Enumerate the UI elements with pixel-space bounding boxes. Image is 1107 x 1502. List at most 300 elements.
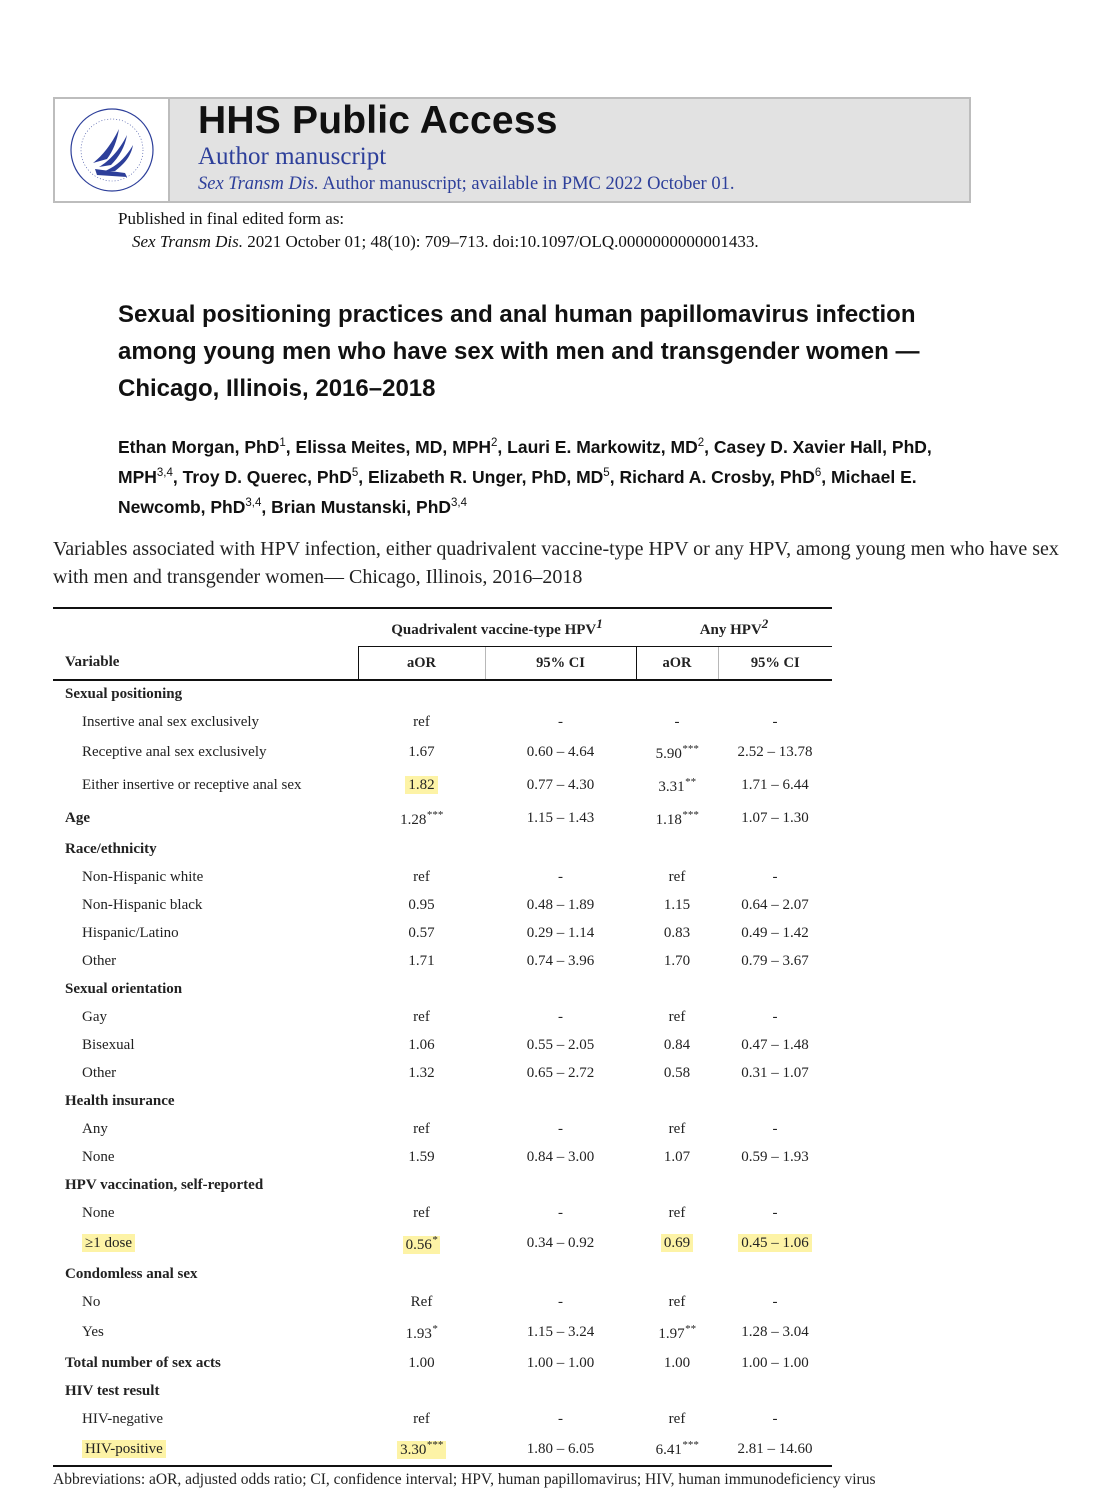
banner-journal: Sex Transm Dis. [198, 174, 319, 194]
cell-ci2 [718, 1171, 832, 1199]
table-row [53, 919, 832, 947]
author-affiliation: 5 [603, 466, 610, 479]
cell-aor1 [358, 708, 485, 736]
row-label [53, 769, 358, 802]
cell-aor1 [358, 891, 485, 919]
cell-value: - [558, 868, 563, 885]
cell-value-wrap [403, 1233, 441, 1254]
cell-value-wrap [408, 1355, 434, 1371]
cell-aor1 [358, 947, 485, 975]
header-any-hpv-footnote: 2 [761, 616, 769, 631]
table-row [53, 891, 832, 919]
cell-value-wrap [669, 1294, 686, 1310]
cell-value-wrap [669, 1411, 686, 1427]
significance-marker: *** [681, 808, 699, 821]
cell-value: - [674, 713, 680, 730]
column-header-aor-any: aOR [636, 647, 718, 681]
cell-ci1 [485, 708, 636, 736]
author-separator: , [609, 466, 620, 487]
column-header-ci-quadrivalent: 95% CI [485, 647, 636, 681]
cell-aor2 [636, 947, 718, 975]
cell-aor1 [358, 1171, 485, 1199]
row-label [53, 919, 358, 947]
cell-value: 0.60 – 4.64 [526, 744, 595, 760]
cell-value-wrap [773, 1205, 778, 1221]
row-label [53, 1349, 358, 1377]
cell-value-wrap [408, 1065, 434, 1081]
author-name: Elizabeth R. Unger, PhD, MD [367, 466, 604, 487]
cell-aor1 [358, 1227, 485, 1260]
cell-aor2 [636, 680, 718, 708]
author-affiliation: 3,4 [156, 466, 173, 479]
row-label [53, 1405, 358, 1433]
row-label [53, 1171, 358, 1199]
row-label-text: ≥1 dose [82, 1234, 135, 1252]
cell-value: - [558, 1204, 563, 1221]
cell-ci1 [485, 680, 636, 708]
cell-aor2 [636, 1171, 718, 1199]
row-label-text: Non-Hispanic black [82, 896, 203, 913]
cell-ci1 [485, 1115, 636, 1143]
cell-ci1 [485, 1227, 636, 1260]
cell-value: 1.97 [658, 1325, 685, 1342]
row-label [53, 1227, 358, 1260]
cell-ci2 [718, 919, 832, 947]
row-label-text: None [82, 1204, 115, 1221]
cell-value: 1.67 [408, 744, 435, 760]
hhs-eagle-seal-icon [67, 105, 157, 195]
cell-value: 3.31 [658, 778, 685, 795]
cell-aor2 [636, 769, 718, 802]
cell-ci1 [485, 1031, 636, 1059]
cell-value: ref [413, 868, 430, 885]
citation-journal: Sex Transm Dis. [132, 232, 243, 251]
cell-value-wrap [413, 1009, 430, 1025]
row-label-text: Any [82, 1120, 108, 1137]
table-row [53, 1288, 832, 1316]
abbreviations-footnote: Abbreviations: aOR, adjusted odds ratio; CI, confidence interval; HPV, human papillomavirus; HIV, human immunodeficiency virus [53, 1471, 876, 1488]
cell-value-wrap [738, 744, 813, 760]
table-row [53, 863, 832, 891]
cell-value: 0.59 – 1.93 [741, 1148, 809, 1165]
cell-value-wrap [527, 1037, 595, 1053]
cell-value-wrap [655, 1439, 699, 1458]
cell-value: 1.00 – 1.00 [526, 1354, 595, 1371]
cell-aor2 [636, 863, 718, 891]
cell-value-wrap [527, 777, 595, 793]
cell-aor1 [358, 919, 485, 947]
cell-value: 0.57 [408, 924, 435, 941]
cell-ci2 [718, 835, 832, 863]
cell-ci1 [485, 1171, 636, 1199]
row-label-text: Hispanic/Latino [82, 924, 179, 941]
cell-value: 1.15 – 3.24 [526, 1324, 595, 1340]
row-label [53, 708, 358, 736]
cell-value: 1.80 – 6.05 [526, 1440, 595, 1457]
cell-value-wrap [527, 744, 595, 760]
cell-value-wrap [527, 1324, 595, 1340]
header-blank [53, 608, 358, 647]
cell-ci2 [718, 1143, 832, 1171]
cell-value: 1.82 [408, 777, 435, 793]
row-label [53, 1260, 358, 1288]
cell-ci1 [485, 1349, 636, 1377]
row-label [53, 1031, 358, 1059]
cell-value-wrap [558, 1411, 563, 1427]
cell-ci1 [485, 1405, 636, 1433]
significance-marker: *** [426, 808, 443, 821]
banner-title: HHS Public Access [198, 99, 558, 142]
cell-ci2 [718, 1115, 832, 1143]
cell-ci2 [718, 1405, 832, 1433]
cell-value-wrap [411, 1294, 433, 1310]
table-row [53, 1143, 832, 1171]
citation [132, 230, 759, 253]
cell-value-wrap [527, 925, 595, 941]
header-quadrivalent-footnote: 1 [596, 616, 603, 631]
cell-aor2 [636, 1260, 718, 1288]
cell-value-wrap [664, 1037, 690, 1053]
cell-value-wrap [664, 925, 690, 941]
cell-aor2 [636, 1003, 718, 1031]
column-header-ci-any: 95% CI [718, 647, 832, 681]
cell-value-wrap [413, 1121, 430, 1137]
cell-ci1 [485, 802, 636, 835]
cell-value: 1.32 [408, 1064, 435, 1081]
author-name: Troy D. Querec, PhD [182, 466, 352, 487]
cell-value-wrap [655, 808, 699, 828]
cell-value-wrap [558, 1121, 563, 1137]
significance-marker: * [431, 1322, 438, 1335]
cell-value: - [772, 1204, 778, 1221]
cell-value-wrap [413, 714, 430, 730]
cell-value: 0.95 [408, 896, 435, 913]
cell-ci1 [485, 975, 636, 1003]
cell-value-wrap [405, 1322, 438, 1342]
cell-aor2 [636, 1433, 718, 1466]
table-category-row [53, 975, 832, 1003]
cell-aor2 [636, 1087, 718, 1115]
row-label-text: HIV test result [65, 1382, 160, 1399]
cell-value-wrap [741, 1355, 809, 1371]
cell-ci1 [485, 769, 636, 802]
cell-value-wrap [413, 869, 430, 885]
cell-value: 0.58 [663, 1064, 691, 1081]
significance-marker: *** [426, 1439, 443, 1451]
row-label-text: Age [65, 810, 90, 826]
table-caption: Variables associated with HPV infection, either quadrivalent vaccine-type HPV or any HPV, among young men who have sex with men and transgender women— Chicago, Illinois, 2016–2018 [53, 538, 1059, 588]
cell-value: 1.18 [655, 811, 682, 828]
author-separator: , [172, 466, 183, 487]
cell-value-wrap [558, 1294, 563, 1310]
results-table [53, 607, 832, 1467]
cell-value-wrap [558, 869, 563, 885]
cell-value-wrap [741, 953, 809, 969]
cell-value: 0.47 – 1.48 [741, 1036, 809, 1053]
author-affiliation: 3,4 [451, 496, 468, 509]
cell-value: ref [668, 1204, 686, 1221]
published-label: Published in final edited form as: [118, 209, 345, 228]
author-name: Elissa Meites, MD, MPH [295, 436, 492, 457]
author-name: Michael E. Newcomb, PhD [118, 466, 917, 517]
row-label [53, 1316, 358, 1349]
row-label [53, 1143, 358, 1171]
cell-value-wrap [669, 1205, 686, 1221]
cell-value-wrap [400, 808, 443, 828]
table-row [53, 1031, 832, 1059]
cell-ci2 [718, 736, 832, 769]
cell-ci1 [485, 835, 636, 863]
cell-ci1 [485, 1433, 636, 1466]
cell-ci1 [485, 1316, 636, 1349]
table-row [53, 947, 832, 975]
cell-value-wrap [413, 1411, 430, 1427]
cell-value: ref [668, 1293, 686, 1310]
cell-value-wrap [408, 1149, 434, 1165]
cell-value: 1.59 [408, 1148, 435, 1165]
cell-aor1 [358, 975, 485, 1003]
cell-value: ref [668, 1410, 686, 1427]
cell-aor1 [358, 1433, 485, 1466]
cell-value: 2.52 – 13.78 [737, 744, 813, 760]
table-category-row [53, 1087, 832, 1115]
row-label [53, 802, 358, 835]
author-affiliation: 1 [279, 437, 286, 449]
author-name: Casey D. Xavier Hall, PhD, MPH [118, 436, 932, 487]
cell-aor1 [358, 680, 485, 708]
cell-value-wrap [773, 714, 778, 730]
cell-value-wrap [741, 1149, 809, 1165]
cell-ci2 [718, 1087, 832, 1115]
author-affiliation: 5 [351, 466, 359, 479]
cell-value: ref [668, 868, 686, 885]
cell-value-wrap [664, 1355, 690, 1371]
banner-availability-text: Author manuscript; available in PMC 2022 October 01. [318, 174, 735, 194]
cell-value-wrap [408, 1037, 434, 1053]
author-separator: , [704, 436, 714, 457]
cell-ci1 [485, 947, 636, 975]
cell-value-wrap [413, 1205, 430, 1221]
table-row [53, 708, 832, 736]
row-label-text: Non-Hispanic white [82, 868, 204, 885]
row-label-text: Sexual positioning [65, 686, 183, 702]
row-label-text: Yes [82, 1324, 104, 1340]
significance-marker: ** [684, 1322, 696, 1335]
author-name: Ethan Morgan, PhD [118, 436, 280, 457]
cell-value: ref [413, 1410, 430, 1427]
cell-value: ref [413, 1120, 430, 1137]
cell-aor2 [636, 1199, 718, 1227]
cell-ci2 [718, 1059, 832, 1087]
row-label [53, 891, 358, 919]
cell-ci2 [718, 1349, 832, 1377]
cell-aor1 [358, 1003, 485, 1031]
row-label-text: Gay [82, 1008, 107, 1025]
author-name: Brian Mustanski, PhD [271, 496, 452, 517]
cell-value-wrap [741, 1065, 809, 1081]
row-label [53, 1087, 358, 1115]
cell-value: 1.70 [663, 952, 691, 969]
cell-value-wrap [664, 1149, 690, 1165]
cell-ci2 [718, 1377, 832, 1405]
cell-value-wrap [773, 1009, 778, 1025]
row-label-text: Insertive anal sex exclusively [82, 713, 260, 730]
cell-value-wrap [741, 810, 809, 826]
cell-ci2 [718, 680, 832, 708]
author-affiliation: 3,4 [245, 496, 262, 509]
cell-value: 2.81 – 14.60 [737, 1440, 813, 1457]
column-header-variable: Variable [53, 647, 358, 681]
cell-value: 1.15 – 1.43 [526, 810, 595, 826]
cell-ci1 [485, 891, 636, 919]
cell-ci1 [485, 863, 636, 891]
row-label [53, 1377, 358, 1405]
row-label [53, 1288, 358, 1316]
cell-value: - [558, 1120, 563, 1137]
cell-value-wrap [408, 925, 434, 941]
cell-value-wrap [658, 775, 696, 795]
table-row [53, 1405, 832, 1433]
cell-value-wrap [741, 777, 809, 793]
table-row [53, 1003, 832, 1031]
table-row [53, 1059, 832, 1087]
cell-aor1 [358, 1115, 485, 1143]
cell-aor1 [358, 1059, 485, 1087]
cell-value: 1.71 [408, 952, 435, 969]
cell-value: - [772, 1120, 778, 1137]
cell-aor1 [358, 1199, 485, 1227]
cell-value: - [772, 1293, 778, 1310]
cell-ci1 [485, 1087, 636, 1115]
cell-ci2 [718, 708, 832, 736]
table-row [53, 1316, 832, 1349]
cell-aor2 [636, 1316, 718, 1349]
row-label-text: HIV-negative [82, 1410, 164, 1427]
row-label [53, 1003, 358, 1031]
cell-value: 0.29 – 1.14 [526, 924, 595, 941]
row-label [53, 947, 358, 975]
cell-value-wrap [655, 742, 699, 762]
cell-value: 0.77 – 4.30 [526, 777, 595, 793]
author-separator: , [358, 466, 368, 487]
cell-aor2 [636, 1031, 718, 1059]
cell-ci2 [718, 1031, 832, 1059]
row-label-text: HIV-positive [82, 1440, 166, 1458]
table-category-row [53, 835, 832, 863]
cell-aor2 [636, 1115, 718, 1143]
row-label-text: None [82, 1148, 115, 1165]
cell-value: - [558, 1008, 563, 1025]
cell-aor1 [358, 1288, 485, 1316]
cell-ci2 [718, 802, 832, 835]
row-label-text: Other [82, 1064, 117, 1081]
cell-value: Ref [410, 1293, 433, 1310]
cell-value-wrap [558, 1009, 563, 1025]
significance-marker: * [431, 1233, 438, 1246]
cell-ci2 [718, 1433, 832, 1466]
cell-ci1 [485, 1199, 636, 1227]
cell-aor1 [358, 1143, 485, 1171]
cell-aor2 [636, 891, 718, 919]
cell-value: - [558, 713, 563, 730]
cell-value-wrap [738, 1234, 812, 1252]
cell-aor2 [636, 1405, 718, 1433]
cell-value: - [772, 713, 778, 730]
cell-ci2 [718, 1316, 832, 1349]
cell-value: 1.28 – 3.04 [741, 1324, 809, 1340]
cell-value-wrap [741, 925, 809, 941]
cell-ci2 [718, 975, 832, 1003]
cell-aor2 [636, 736, 718, 769]
author-affiliation: 2 [491, 437, 498, 449]
header-quadrivalent [358, 608, 636, 647]
cell-value-wrap [741, 897, 809, 913]
cell-value-wrap [738, 1441, 813, 1457]
cell-value: 1.28 [400, 811, 427, 828]
cell-value: ref [413, 1008, 430, 1025]
row-label-text: Total number of sex acts [65, 1354, 221, 1371]
cell-value: 1.07 [663, 1148, 691, 1165]
row-label [53, 975, 358, 1003]
cell-value: 0.84 – 3.00 [526, 1148, 595, 1165]
cell-aor2 [636, 802, 718, 835]
row-label-text: Other [82, 952, 117, 969]
cell-value-wrap [664, 1065, 690, 1081]
author-list [118, 430, 958, 519]
cell-value-wrap [527, 1441, 595, 1457]
significance-marker: ** [684, 775, 696, 788]
cell-aor1 [358, 802, 485, 835]
row-label [53, 680, 358, 708]
row-label [53, 1433, 358, 1466]
cell-value-wrap [664, 897, 690, 913]
cell-ci2 [718, 1227, 832, 1260]
cell-value: 0.74 – 3.96 [526, 952, 595, 969]
cell-ci2 [718, 863, 832, 891]
cell-value: 0.83 [663, 924, 691, 941]
table-body [53, 680, 832, 1466]
author-affiliation: 6 [814, 466, 822, 479]
cell-aor1 [358, 1260, 485, 1288]
cell-ci2 [718, 1199, 832, 1227]
cell-value: 0.34 – 0.92 [526, 1235, 595, 1251]
cell-ci2 [718, 947, 832, 975]
row-label-text: Condomless anal sex [65, 1265, 198, 1282]
cell-value: 1.15 [663, 896, 691, 913]
row-label-text: HPV vaccination, self-reported [65, 1176, 264, 1193]
cell-aor1 [358, 1316, 485, 1349]
header-any-hpv-text: Any HPV [699, 622, 762, 638]
hhs-public-access-banner [53, 97, 971, 203]
cell-value: 0.45 – 1.06 [741, 1235, 809, 1251]
cell-value: - [558, 1293, 563, 1310]
header-any-hpv [636, 608, 832, 647]
cell-aor1 [358, 863, 485, 891]
row-label [53, 835, 358, 863]
cell-value-wrap [527, 1355, 595, 1371]
cell-value: ref [413, 713, 430, 730]
row-label-text: Health insurance [65, 1092, 175, 1109]
cell-ci2 [718, 891, 832, 919]
author-separator: , [821, 466, 832, 487]
cell-value-wrap [773, 1294, 778, 1310]
cell-value: 1.07 – 1.30 [741, 810, 809, 826]
table-row [53, 1199, 832, 1227]
cell-value: ref [668, 1120, 686, 1137]
cell-aor2 [636, 1288, 718, 1316]
cell-value-wrap [773, 869, 778, 885]
table-row [53, 769, 832, 802]
